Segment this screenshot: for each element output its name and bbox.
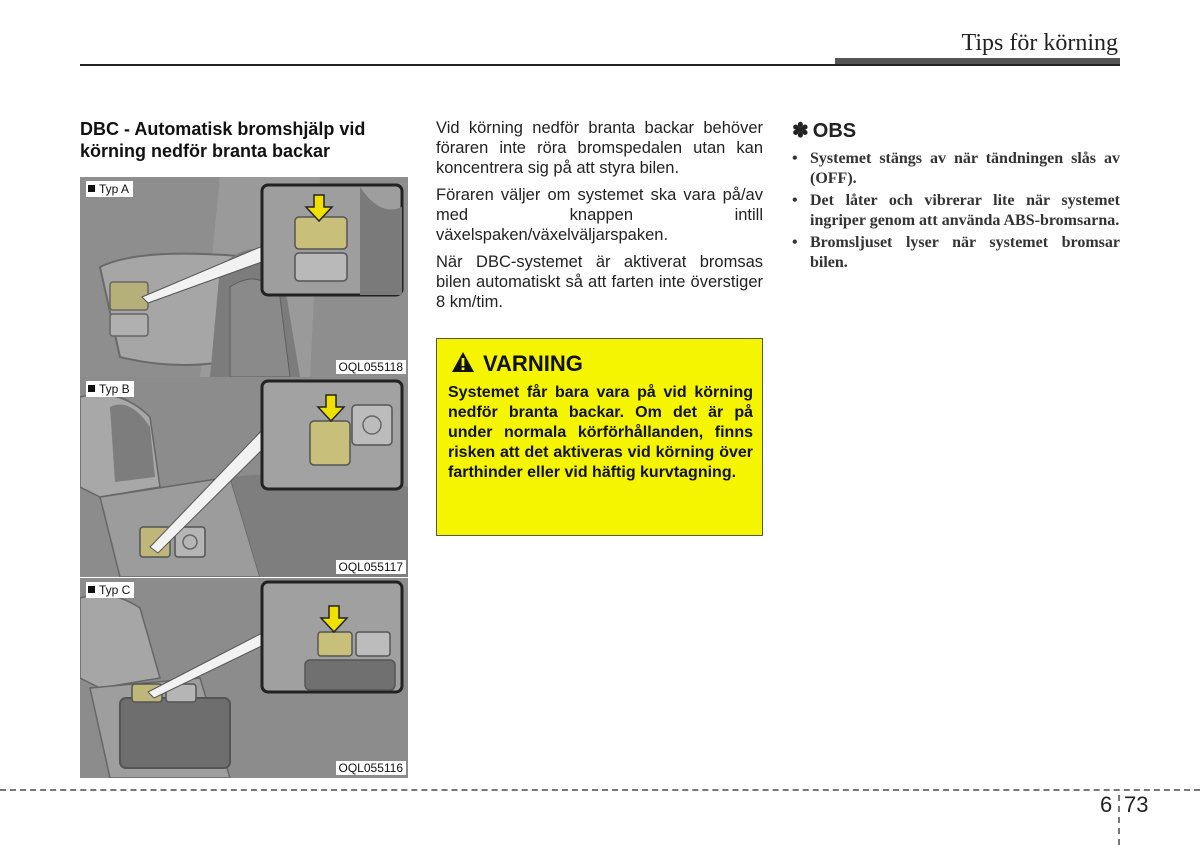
figure-code: OQL055117 — [336, 560, 407, 574]
warning-triangle-icon — [451, 351, 475, 373]
note-item — [792, 191, 1120, 231]
body-paragraph: Föraren väljer om systemet ska vara på/av med knappen intill växelspaken/växelväljarspaken. — [436, 186, 763, 244]
bullet-icon: • — [792, 192, 798, 209]
figure-tag — [86, 181, 133, 197]
note-heading — [792, 118, 1120, 143]
note-item — [792, 149, 1120, 189]
note-item-text: Det låter och vibrerar lite när systemet ingriper genom att använda ABS-bromsarna. — [810, 192, 1120, 229]
footer-divider — [1118, 795, 1120, 845]
bullet-icon: • — [792, 150, 798, 167]
warning-box — [436, 338, 763, 536]
warning-text: Systemet får bara vara på vid körning nedför branta backar. Om det är på under normala körförhållanden, finns risken att det aktiveras vid körning över farthinder eller vid häftig kurvtagning. — [448, 384, 753, 481]
note-box — [792, 118, 1120, 275]
console-illustration-a — [80, 177, 408, 377]
figure-typ-a — [80, 177, 408, 377]
square-bullet-icon — [88, 185, 95, 192]
warning-title: VARNING — [483, 351, 583, 376]
header-rule — [80, 64, 1120, 66]
square-bullet-icon — [88, 586, 95, 593]
figure-tag-label: Typ A — [99, 182, 130, 196]
chapter-number: 6 — [1100, 792, 1113, 817]
console-illustration-c — [80, 578, 408, 778]
note-list — [792, 149, 1120, 273]
console-illustration-b — [80, 377, 408, 577]
note-item-text: Bromsljuset lyser när systemet bromsar bilen. — [810, 234, 1120, 271]
figure-typ-b — [80, 377, 408, 577]
section-title: DBC - Automatisk bromshjälp vid körning nedför branta backar — [80, 119, 366, 161]
figure-tag — [86, 381, 134, 397]
figure-tag — [86, 582, 134, 598]
body-paragraph: När DBC-systemet är aktiverat bromsas bilen automatiskt så att farten inte överstiger 8 km/tim. — [436, 253, 763, 311]
bullet-icon: • — [792, 234, 798, 251]
figure-tag-label: Typ B — [99, 382, 130, 396]
body-paragraph: Vid körning nedför branta backar behöver föraren inte röra bromspedalen utan kan koncentrera sig på att styra bilen. — [436, 119, 763, 177]
figure-code: OQL055118 — [336, 360, 407, 374]
figure-tag-label: Typ C — [99, 583, 131, 597]
page-number: 73 — [1124, 792, 1149, 817]
warning-heading — [451, 351, 583, 377]
note-title: OBS — [812, 120, 857, 142]
page-header-title: Tips för körning — [961, 30, 1118, 56]
body-text — [436, 118, 763, 319]
figure-typ-c — [80, 578, 408, 778]
square-bullet-icon — [88, 385, 95, 392]
asterisk-icon: ✽ — [792, 120, 809, 142]
figure-code: OQL055116 — [336, 761, 407, 775]
note-item-text: Systemet stängs av när tändningen slås av (OFF). — [810, 150, 1120, 187]
note-item — [792, 233, 1120, 273]
footer-rule — [0, 789, 1200, 791]
